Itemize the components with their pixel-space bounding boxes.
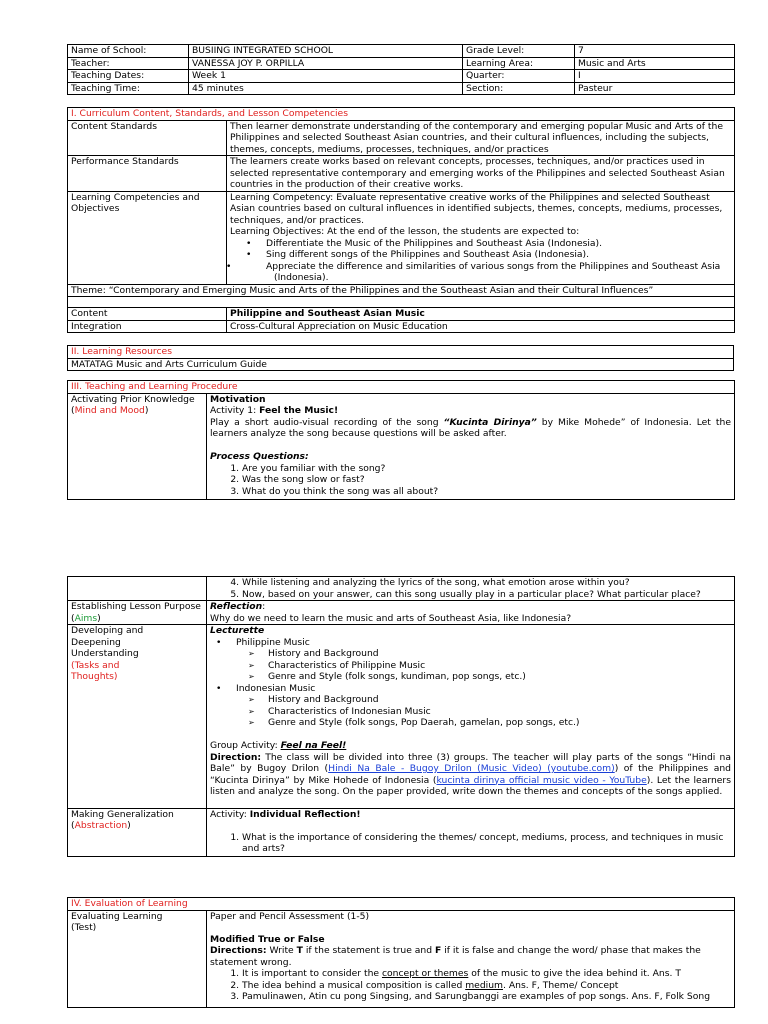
procedure-table: [67, 380, 735, 500]
theme-text: Theme: “Contemporary and Emerging Music and Arts of the Philippines and the Southeast Asian and their Cultural Influences”: [68, 284, 735, 297]
activity-title: Activity 1: Feel the Music!: [210, 405, 339, 416]
list-item: 1. Are you familiar with the song?: [242, 463, 731, 475]
row-label: Making Generalization (Abstraction): [68, 808, 207, 856]
motivation-heading: Motivation: [210, 393, 266, 405]
resource-text: MATATAG Music and Arts Curriculum Guide: [68, 358, 734, 371]
row-label: [68, 577, 207, 601]
info-value: Pasteur: [575, 82, 735, 95]
info-label: Teaching Dates:: [68, 70, 189, 83]
list-item: 5. Now, based on your answer, can this song usually play in a particular place? What particular place?: [242, 589, 731, 601]
process-questions-label: Process Questions:: [210, 451, 309, 462]
reflection-cell: Reflection: Why do we need to learn the music and arts of Southeast Asia, like Indonesia?: [207, 601, 735, 625]
curriculum-table: [67, 107, 735, 333]
info-value: Week 1: [189, 70, 463, 83]
list-item: ➢ Characteristics of Philippine Music: [268, 660, 731, 672]
school-info-row: [68, 70, 735, 83]
row-label: Performance Standards: [68, 156, 227, 192]
resources-table: [67, 345, 734, 371]
info-label: Section:: [463, 82, 575, 95]
lecturette-cell: [207, 625, 735, 809]
list-item: 1. What is the importance of considering the themes/ concept, mediums, process, and techniques in music and arts?: [242, 832, 731, 855]
info-label: Quarter:: [463, 70, 575, 83]
info-value: VANESSA JOY P. ORPILLA: [189, 57, 463, 70]
info-label: Teaching Time:: [68, 82, 189, 95]
assessment-cell: [207, 910, 735, 1007]
objectives-intro: Learning Objectives: At the end of the lesson, the students are expected to:: [230, 226, 580, 237]
info-label: Learning Area:: [463, 57, 575, 70]
list-item: ➢ Genre and Style (folk songs, kundiman, pop songs, etc.): [268, 671, 731, 683]
content-value: Philippine and Southeast Asian Music: [227, 308, 735, 321]
school-info-row: [68, 57, 735, 70]
procedure-continued-table: [67, 576, 735, 857]
performance-standards-text: The learners create works based on relevant concepts, processes, techniques, and/or practices used in selected representative contemporary and emerging works of the Philippines and selected Southeast Asian countries in the production of their creative works.: [227, 156, 735, 192]
competency-text: Learning Competency: Evaluate representative creative works of the Philippines and selected Southeast Asian countries based on cultural influences in identified subjects, themes, concepts, mediums, processes, techniques, and/or practices.: [230, 191, 723, 226]
group-activity-title: Group Activity: Feel na Feel!: [210, 740, 347, 751]
spacer-row: [68, 297, 735, 308]
list-item: • Appreciate the difference and similarities of various songs from the Philippines and Southeast Asia (Indonesia).: [254, 261, 731, 284]
list-item: 4. While listening and analyzing the lyrics of the song, what emotion arose within you?: [242, 577, 731, 589]
list-item: 2. Was the song slow or fast?: [242, 474, 731, 486]
info-value: 45 minutes: [189, 82, 463, 95]
row-label: Establishing Lesson Purpose (Aims): [68, 601, 207, 625]
section-heading: IV. Evaluation of Learning: [68, 898, 735, 911]
reflection-question: Why do we need to learn the music and arts of Southeast Asia, like Indonesia?: [210, 612, 572, 624]
info-value: Music and Arts: [575, 57, 735, 70]
list-item: ➢ Characteristics of Indonesian Music: [268, 706, 731, 718]
list-item: 1. It is important to consider the concept or themes of the music to give the idea behind it. Ans. T: [242, 968, 731, 980]
info-value: BUSIING INTEGRATED SCHOOL: [189, 45, 463, 58]
school-info-table: [67, 44, 735, 95]
directions-text: Directions: Write T if the statement is true and F if it is false and change the word/ phase that makes the statement wrong.: [210, 945, 701, 968]
list-item: 3. What do you think the song was all about?: [242, 486, 731, 498]
lecturette-heading: Lecturette: [210, 625, 265, 636]
school-info-row: [68, 45, 735, 58]
list-item: • Differentiate the Music of the Philippines and Southeast Asia (Indonesia).: [254, 238, 731, 250]
video-link-kucinta-dirinya[interactable]: kucinta dirinya official music video - YouTube: [436, 774, 647, 786]
evaluation-table: [67, 897, 735, 1008]
list-item: • Sing different songs of the Philippines and Southeast Asia (Indonesia).: [254, 249, 731, 261]
list-item: ➢ History and Background: [268, 694, 731, 706]
row-label: Content: [68, 308, 227, 321]
row-label: Activating Prior Knowledge (Mind and Mood): [68, 393, 207, 500]
list-item: 3. Pamulinawen, Atin cu pong Singsing, and Sarungbanggi are examples of pop songs. Ans. F, Folk Song: [242, 991, 731, 1003]
questions-cont-cell: [207, 577, 735, 601]
row-label: Evaluating Learning (Test): [68, 910, 207, 1007]
section-heading: I. Curriculum Content, Standards, and Lesson Competencies: [68, 108, 735, 121]
motivation-cell: [207, 393, 735, 500]
section-heading: II. Learning Resources: [68, 346, 734, 359]
list-item: • Indonesian Music: [224, 683, 731, 695]
modified-tf-heading: Modified True or False: [210, 933, 325, 945]
info-value: I: [575, 70, 735, 83]
video-link-hindi-na-bale[interactable]: Hindi Na Bale - Bugoy Drilon (Music Video) (youtube.com): [328, 763, 615, 774]
list-item: 2. The idea behind a musical composition is called medium. Ans. F, Theme/ Concept: [242, 980, 731, 992]
school-info-row: [68, 82, 735, 95]
info-label: Teacher:: [68, 57, 189, 70]
list-item: • Philippine Music: [224, 637, 731, 649]
info-value: 7: [575, 45, 735, 58]
activity-instructions: Play a short audio-visual recording of the song “Kucinta Dirinya” by Mike Mohede” of Indonesia. Let the learners analyze the song because questions will be asked after.: [210, 416, 732, 439]
section-heading: III. Teaching and Learning Procedure: [68, 381, 735, 394]
generalization-cell: [207, 808, 735, 856]
info-label: Name of School:: [68, 45, 189, 58]
content-standards-text: Then learner demonstrate understanding of the contemporary and emerging popular Music and Arts of the Philippines and selected Southeast Asian countries, and their cultural influences, including the subjects, themes, concepts, mediums, processes, techniques, and/or practices: [227, 120, 735, 156]
activity-title: Activity: Individual Reflection!: [210, 808, 361, 820]
row-label: Learning Competencies and Objectives: [68, 191, 227, 284]
list-item: ➢ Genre and Style (folk songs, Pop Daerah, gamelan, pop songs, etc.): [268, 717, 731, 729]
group-activity-directions: Direction: The class will be divided into three (3) groups. The teacher will play parts of the songs “Hindi na Bale” by Bugoy Drilon (Hindi Na Bale - Bugoy Drilon (Music Video) (youtube.com)) of the Philippines and “Kucinta Dirinya” by Mike Hohede of Indonesia (kucinta dirinya official music video - YouTube). Let the learners listen and analyze the song. On the paper provided, write down the themes and concepts of the songs applied.: [210, 751, 731, 797]
competencies-cell: [227, 191, 735, 284]
row-label: Integration: [68, 320, 227, 333]
assessment-title: Paper and Pencil Assessment (1-5): [210, 910, 370, 922]
integration-value: Cross-Cultural Appreciation on Music Education: [227, 320, 735, 333]
row-label: Developing and Deepening Understanding (Tasks and Thoughts): [68, 625, 207, 809]
row-label: Content Standards: [68, 120, 227, 156]
list-item: ➢ History and Background: [268, 648, 731, 660]
info-label: Grade Level:: [463, 45, 575, 58]
